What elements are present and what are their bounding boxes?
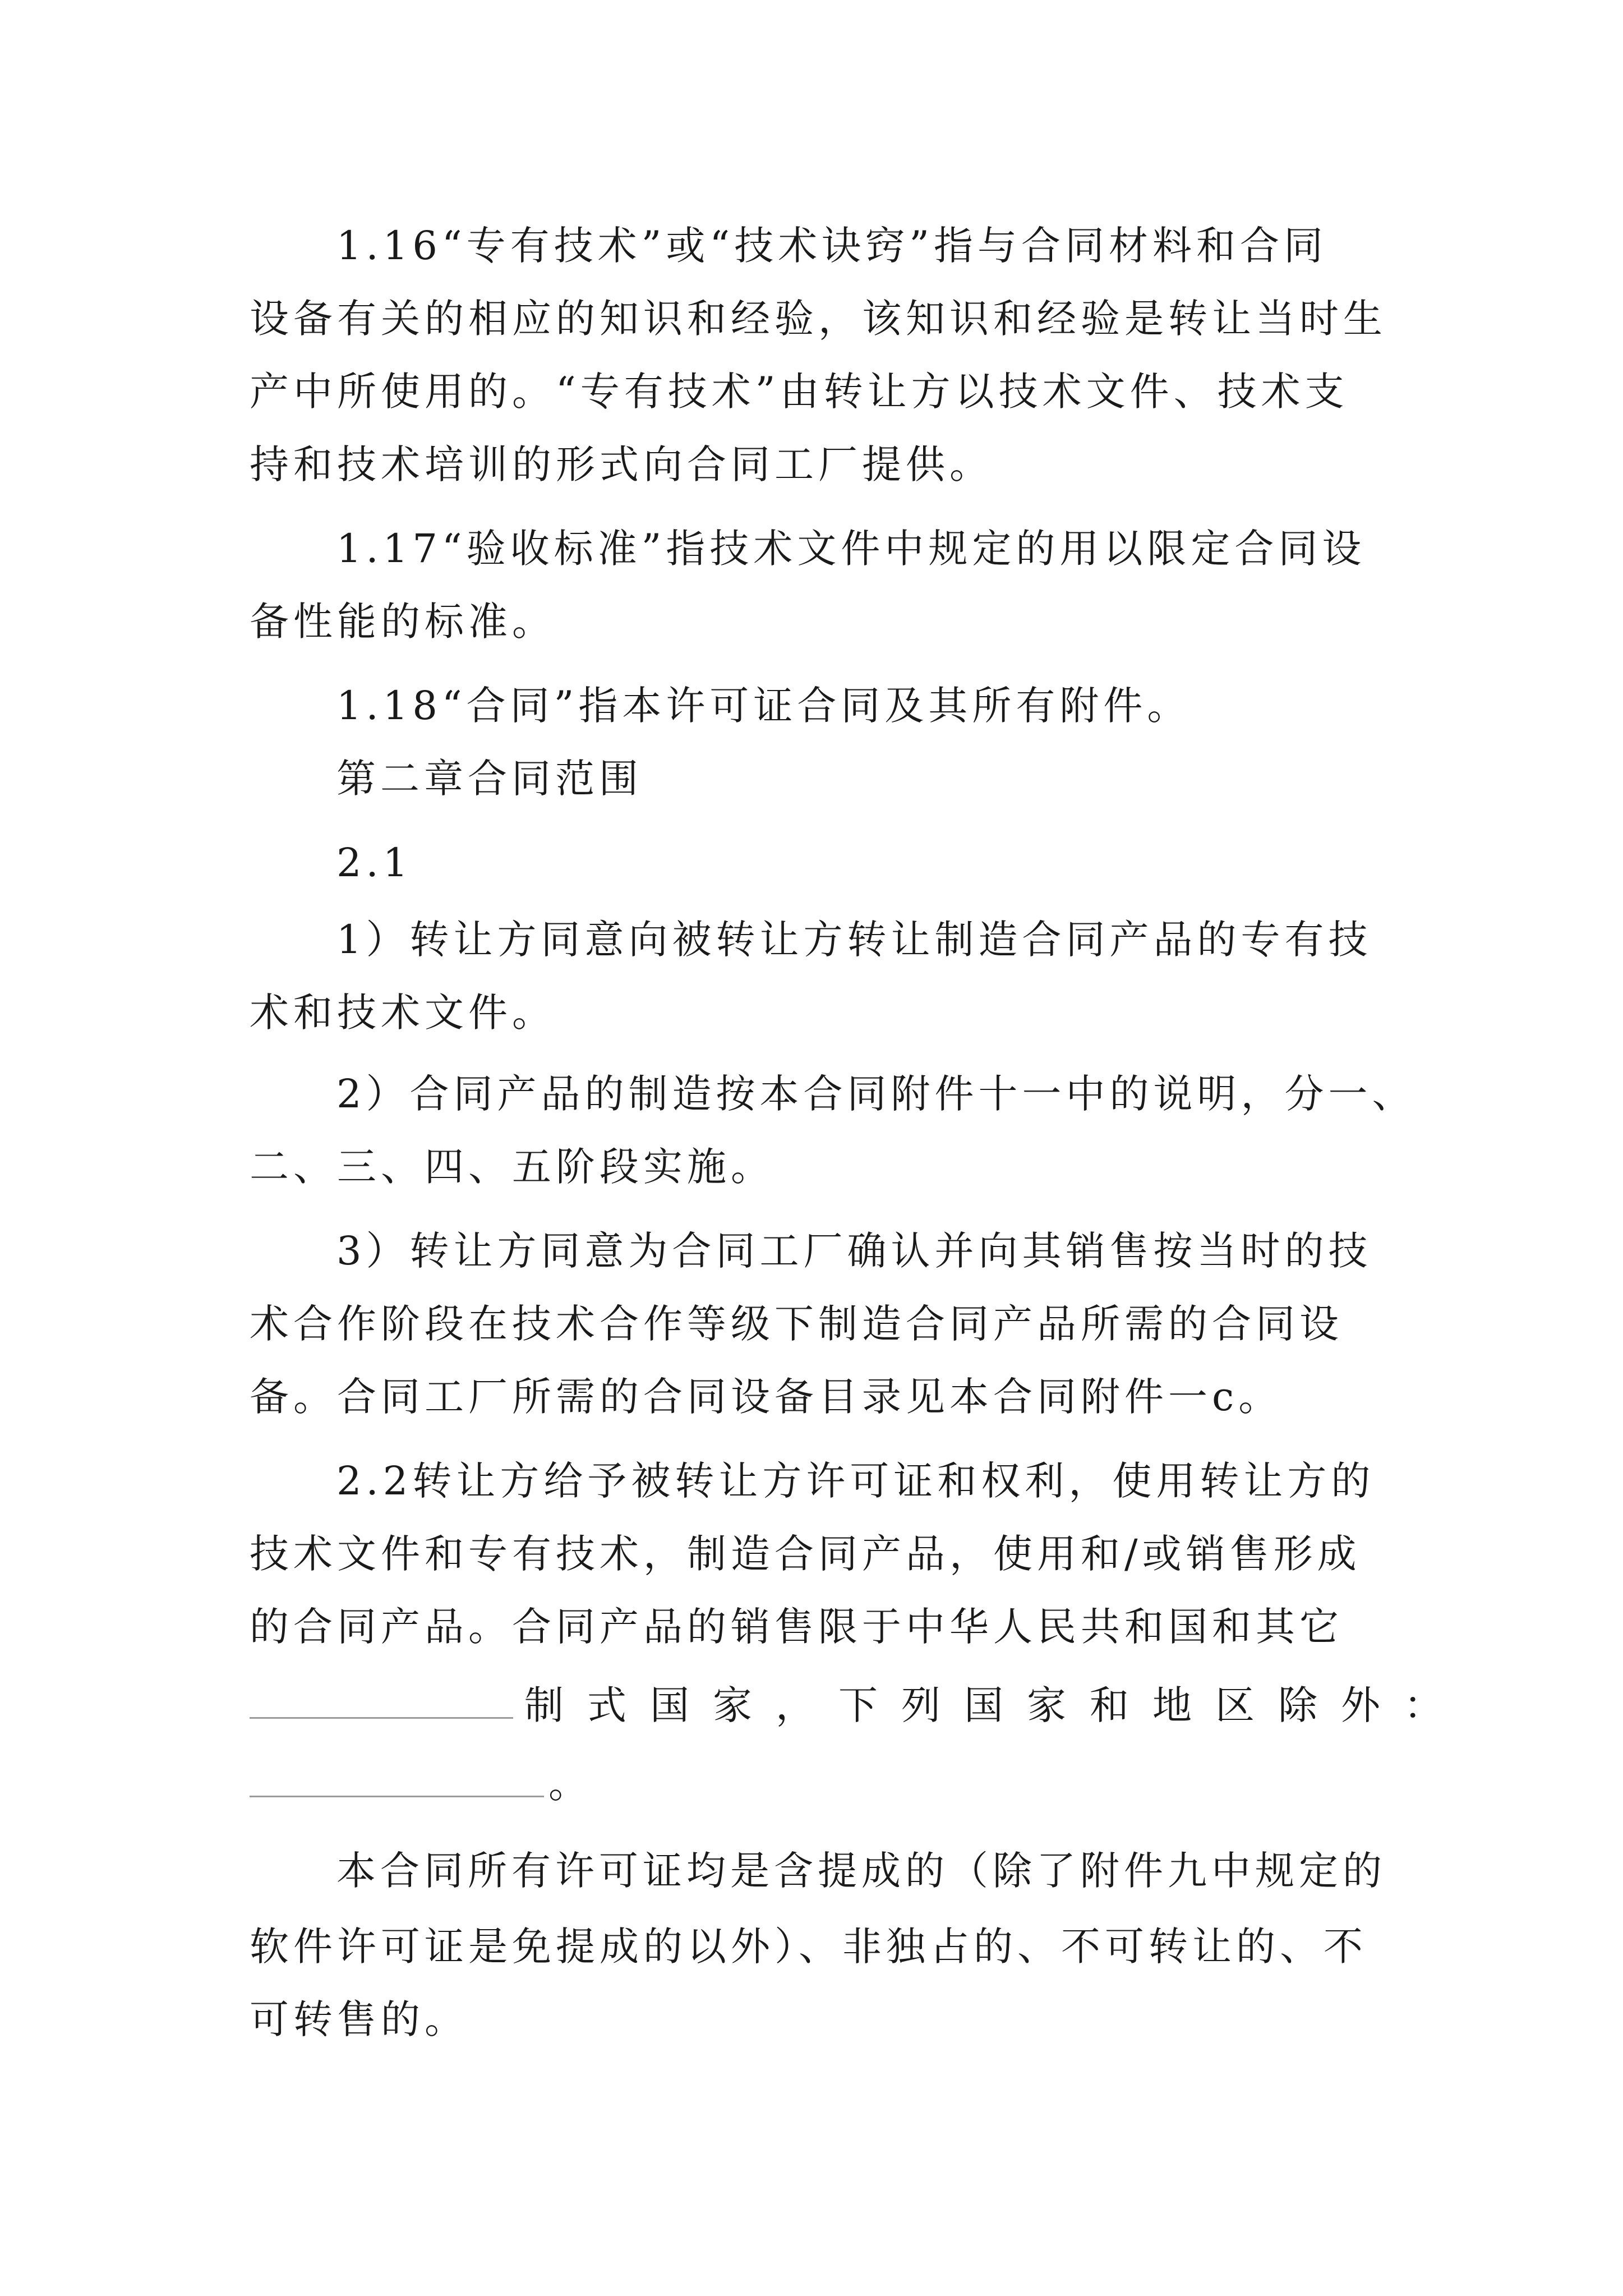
chapter-heading: 第二章合同范围 [336,756,643,802]
item-2-line-2: 二、三、四、五阶段实施。 [250,1144,774,1190]
paragraph-1-17-line-2: 备性能的标准。 [250,599,556,645]
fill-in-blank [250,1756,544,1797]
section-number-2-1: 2.1 [336,840,413,886]
paragraph-2-2-line-2: 技术文件和专有技术，制造合同产品，使用和/或销售形成 [250,1531,1361,1577]
item-3-line-2: 术合作阶段在技术合作等级下制造合同产品所需的合同设 [250,1301,1343,1347]
paragraph-2-2-line-4-text: 制式国家，下列国家和地区除外： [524,1682,1467,1728]
paragraph-1-16-line-3: 产中所使用的。“专有技术”由转让方以技术文件、技术支 [250,369,1349,415]
fill-in-blank [250,1678,513,1719]
item-3-line-1: 3）转让方同意为合同工厂确认并向其销售按当时的技 [336,1228,1372,1274]
license-paragraph-line-2: 软件许可证是免提成的以外）、非独占的、不可转让的、不 [250,1924,1367,1970]
license-paragraph-line-3: 可转售的。 [250,1996,468,2042]
paragraph-1-16-line-4: 持和技术培训的形式向合同工厂提供。 [250,441,993,487]
paragraph-1-16-line-1: 1.16“专有技术”或“技术诀窍”指与合同材料和合同 [336,223,1328,269]
paragraph-1-18: 1.18“合同”指本许可证合同及其所有附件。 [336,683,1191,729]
item-1-line-2: 术和技术文件。 [250,990,556,1036]
paragraph-2-2-line-4 [250,1674,1467,1736]
paragraph-2-2-line-5-text: 。 [548,1761,592,1807]
paragraph-2-2-line-3: 的合同产品。合同产品的销售限于中华人民共和国和其它 [250,1604,1343,1650]
item-1-line-1: 1）转让方同意向被转让方转让制造合同产品的专有技 [336,917,1372,963]
license-paragraph-line-1: 本合同所有许可证均是含提成的（除了附件九中规定的 [336,1848,1386,1894]
paragraph-2-2-line-1: 2.2转让方给予被转让方许可证和权利，使用转让方的 [336,1458,1375,1504]
paragraph-1-16-line-2: 设备有关的相应的知识和经验，该知识和经验是转让当时生 [250,296,1387,342]
item-3-line-3: 备。合同工厂所需的合同设备目录见本合同附件一c。 [250,1374,1283,1420]
paragraph-1-17-line-1: 1.17“验收标准”指技术文件中规定的用以限定合同设 [336,526,1366,572]
paragraph-2-2-line-5 [250,1753,1405,1815]
item-2-line-1: 2）合同产品的制造按本合同附件十一中的说明，分一、 [336,1071,1416,1117]
